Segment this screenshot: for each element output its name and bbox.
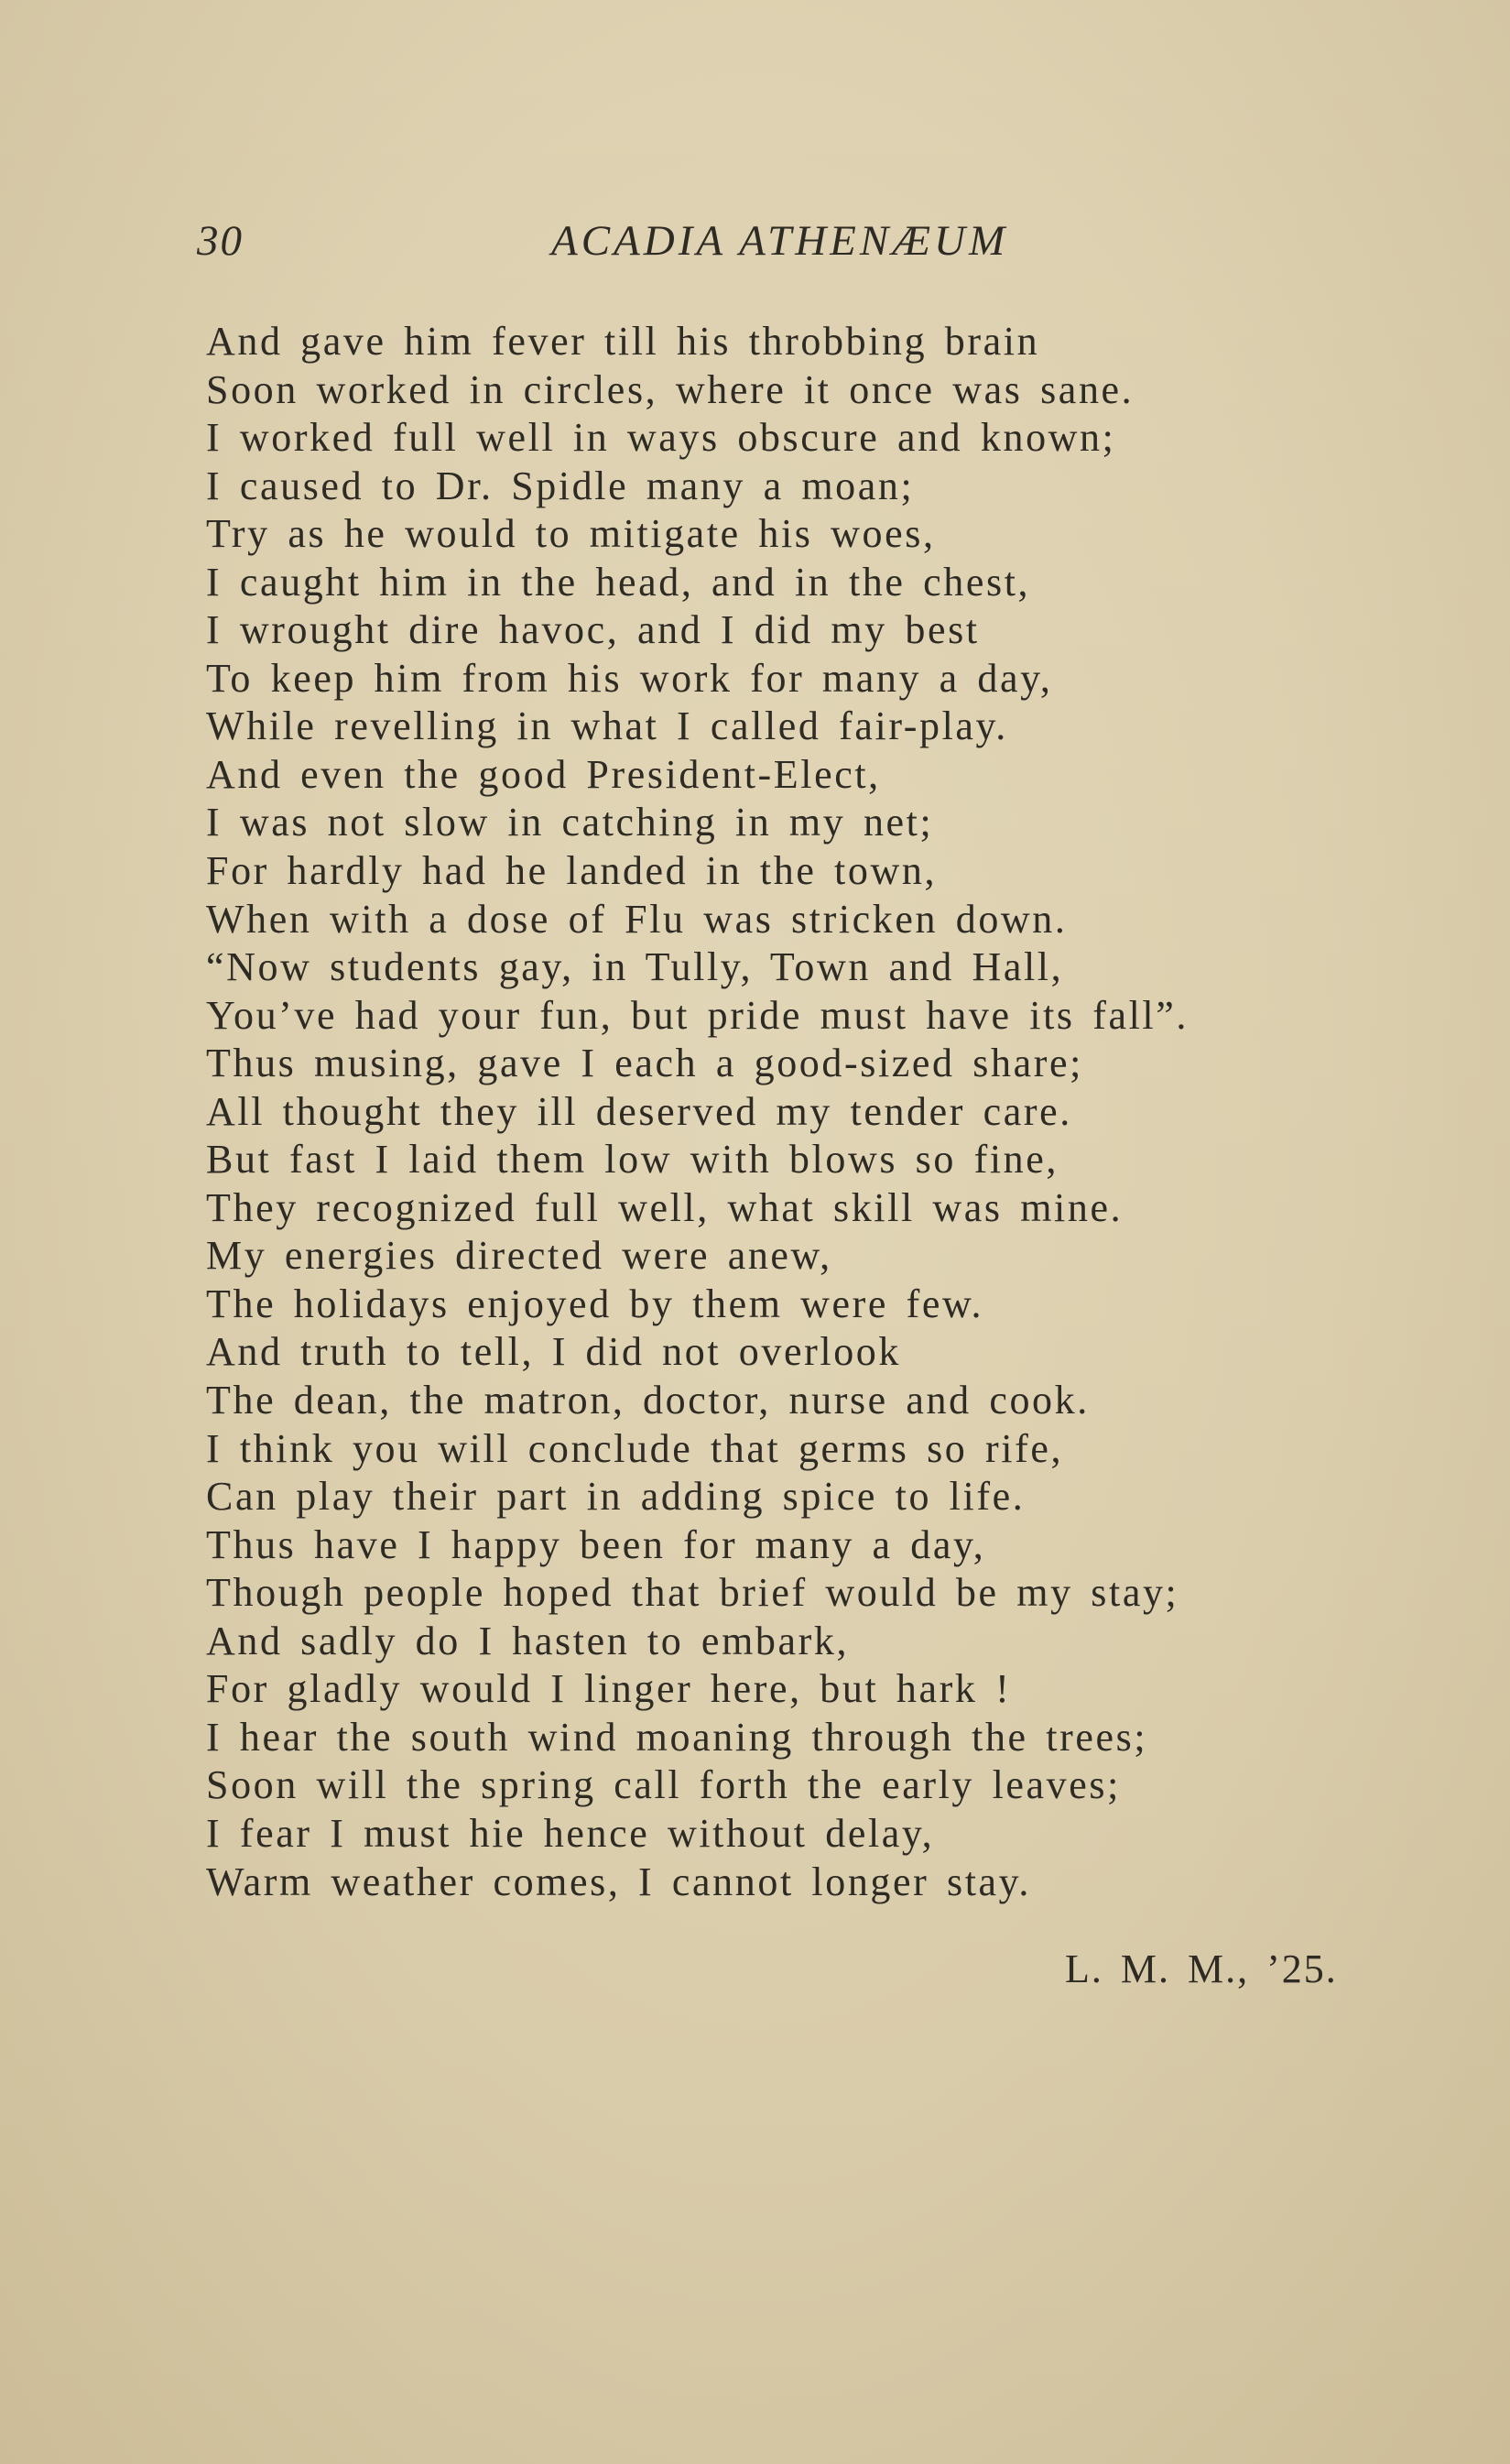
poem-line: While revelling in what I called fair-play. <box>206 703 1008 749</box>
poem-line: I caught him in the head, and in the chest, <box>206 559 1031 605</box>
poem-line: They recognized full well, what skill was mine. <box>206 1184 1124 1230</box>
page-number: 30 <box>197 217 244 265</box>
poem-text <box>206 318 1189 1906</box>
poem-line: I hear the south wind moaning through the trees; <box>206 1714 1148 1760</box>
poem-line: I was not slow in catching in my net; <box>206 800 934 845</box>
poem-line: Soon will the spring call forth the early leaves; <box>206 1762 1121 1808</box>
poem-line: I think you will conclude that germs so rife, <box>206 1425 1064 1471</box>
poem-line: You’ve had your fun, but pride must have its fall”. <box>206 992 1189 1038</box>
poem-line: And even the good President-Elect, <box>206 751 881 797</box>
poem-line: For hardly had he landed in the town, <box>206 848 938 894</box>
poem-line: I wrought dire havoc, and I did my best <box>206 607 980 653</box>
poem-line: For gladly would I linger here, but hark ! <box>206 1666 1012 1712</box>
author-signature: L. M. M., ’25. <box>1065 1946 1338 1991</box>
poem-line: My energies directed were anew, <box>206 1233 832 1279</box>
journal-title: ACADIA ATHENÆUM <box>551 217 1009 265</box>
poem-line: I fear I must hie hence without delay, <box>206 1810 935 1856</box>
poem-line: And sadly do I hasten to embark, <box>206 1618 850 1663</box>
poem-line: I worked full well in ways obscure and known; <box>206 415 1116 461</box>
running-header <box>197 216 1113 289</box>
poem-line: The dean, the matron, doctor, nurse and cook. <box>206 1378 1090 1423</box>
poem-line: Try as he would to mitigate his woes, <box>206 511 936 557</box>
poem-line: Warm weather comes, I cannot longer stay. <box>206 1859 1032 1904</box>
poem-line: Can play their part in adding spice to life. <box>206 1474 1026 1520</box>
poem-line: All thought they ill deserved my tender care. <box>206 1088 1072 1134</box>
poem-line: To keep him from his work for many a day, <box>206 655 1053 701</box>
poem-line: Soon worked in circles, where it once was sane. <box>206 366 1135 412</box>
poem-line: Thus musing, gave I each a good-sized share; <box>206 1041 1083 1086</box>
poem-line: And truth to tell, I did not overlook <box>206 1329 902 1375</box>
poem-line: The holidays enjoyed by them were few. <box>206 1281 984 1326</box>
poem-line: When with a dose of Flu was stricken down. <box>206 896 1068 942</box>
poem-line: Though people hoped that brief would be my stay; <box>206 1570 1179 1616</box>
poem-line: I caused to Dr. Spidle many a moan; <box>206 463 915 508</box>
poem-line: “Now students gay, in Tully, Town and Hall, <box>206 944 1064 990</box>
poem-line: And gave him fever till his throbbing brain <box>206 319 1040 364</box>
poem-line: Thus have I happy been for many a day, <box>206 1521 986 1567</box>
poem-line: But fast I laid them low with blows so fine, <box>206 1137 1059 1183</box>
